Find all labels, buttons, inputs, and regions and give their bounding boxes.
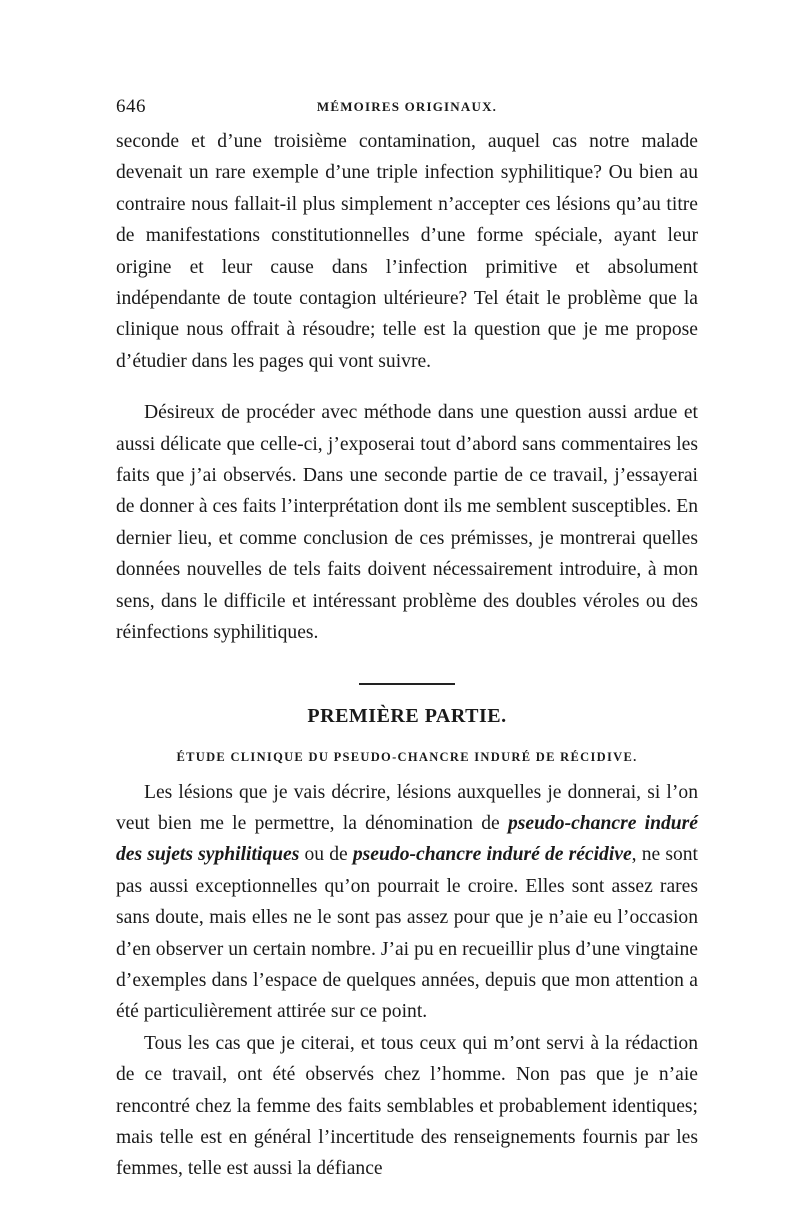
running-head: [116, 96, 698, 124]
body-paragraph-2: Tous les cas que je citerai, et tous ceux qui m’ont servi à la rédaction de ce travail, ont été observés chez l’homme. Non pas que je n’aie rencontré chez la femme des faits semblables et probablement identiques; mais telle est en général l’incertitude des renseignements fournis par les femmes, telle est aussi la défiance: [116, 1032, 698, 1180]
paragraph-text: ou de: [299, 844, 353, 866]
section-divider-rule: [359, 683, 455, 685]
running-title: MÉMOIRES ORIGINAUX.: [316, 99, 498, 114]
part-title: PREMIÈRE PARTIE.: [307, 704, 507, 727]
section-title: ÉTUDE CLINIQUE DU PSEUDO-CHANCRE INDURÉ DE RÉCIDIVE.: [176, 749, 638, 764]
intro-paragraph-2: Désireux de procéder avec méthode dans une question aussi ardue et aussi délicate que celle-ci, j’exposerai tout d’abord sans commentaires les faits que j’ai observés. Dans une seconde partie de ce travail, j’essayerai de donner à ces faits l’interprétation dont ils me semblent susceptibles. En dernier lieu, et comme conclusion de ces prémisses, je montrerai quelles données nouvelles de tels faits doivent nécessairement introduire, à mon sens, dans le difficile et intéressant problème des doubles véroles ou des réinfections syphilitiques.: [116, 402, 698, 644]
italic-term-pseudo-chancre-syphilitiques: pseudo-chancre induré des sujets syphilitiques: [116, 812, 699, 866]
paragraph-text: Les lésions que je vais décrire, lésions auxquelles je donnerai, si l’on veut bien me le permettre, la dénomination de: [116, 781, 698, 834]
paragraph-text: , ne sont pas aussi exceptionnelles qu’on pourrait le croire. Elles sont assez rares sans doute, mais elles ne le sont pas assez pour que je n’aie eu l’occasion d’en observer un certain nombre. J’ai pu en recueillir plus d’une vingtaine d’exemples dans l’espace de quelques années, depuis que mon attention a été particulièrement attirée sur ce point.: [116, 844, 698, 1023]
body-paragraph-1: [116, 777, 698, 1028]
italic-term-pseudo-chancre-recidive: pseudo-chancre induré de récidive: [352, 844, 632, 866]
paragraph-gap: [116, 377, 698, 397]
intro-paragraph-1: seconde et d’une troisième contamination, auquel cas notre malade devenait un rare exemple d’une triple infection syphilitique? Ou bien au contraire nous fallait-il plus simplement n’accepter ces lésions qu’au titre de manifestations constitutionnelles d’une forme spéciale, ayant leur origine et leur cause dans l’infection primitive et absolument indépendante de toute contagion ultérieure? Tel était le problème que la clinique nous offrait à résoudre; telle est la question que je me propose d’étudier dans les pages qui vont suivre.: [116, 131, 698, 372]
book-page: [116, 96, 698, 1185]
page-number: 646: [116, 96, 146, 117]
